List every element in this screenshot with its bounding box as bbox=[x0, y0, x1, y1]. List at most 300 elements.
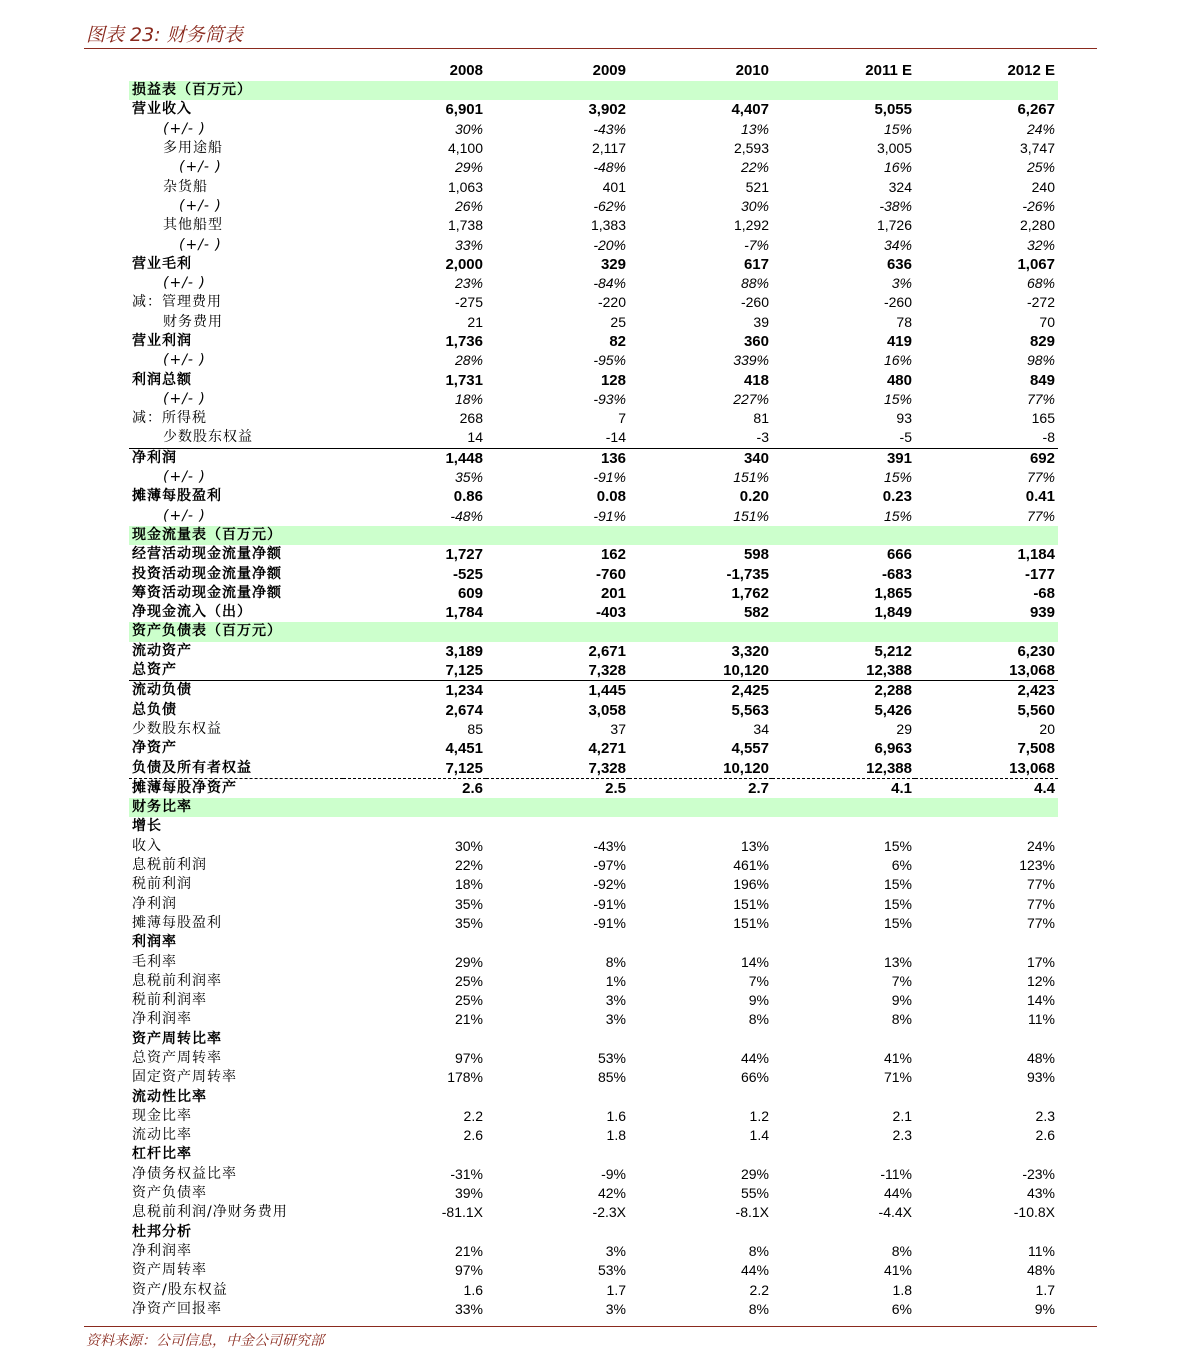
row-label: 固定资产周转率 bbox=[132, 1069, 237, 1086]
value-cell: 35% bbox=[454, 469, 483, 486]
row-label: 杂货船 bbox=[163, 178, 208, 195]
value-cell: 41% bbox=[883, 1262, 912, 1279]
value-cell: 419 bbox=[886, 333, 912, 350]
table-row bbox=[129, 468, 1058, 487]
table-row bbox=[129, 1203, 1058, 1222]
value-cell bbox=[629, 622, 772, 641]
value-cell: -11% bbox=[880, 1165, 912, 1182]
value-cell: 8% bbox=[605, 953, 626, 970]
value-cell: 78 bbox=[896, 313, 912, 330]
subsection-row bbox=[129, 933, 1058, 952]
value-cell bbox=[915, 933, 1058, 952]
row-label: 总资产 bbox=[132, 662, 177, 679]
value-cell: 34% bbox=[883, 236, 912, 253]
value-cell: 201 bbox=[600, 584, 626, 602]
table-row bbox=[129, 661, 1058, 681]
value-cell: 1,184 bbox=[1017, 546, 1055, 564]
table-row bbox=[129, 720, 1058, 739]
value-cell: -91% bbox=[593, 507, 626, 524]
value-cell: 7,328 bbox=[588, 759, 626, 777]
value-cell: 88% bbox=[740, 275, 769, 292]
value-cell: 97% bbox=[454, 1262, 483, 1279]
row-label: 息税前利润 bbox=[132, 857, 207, 874]
table-row bbox=[129, 216, 1058, 235]
row-label: 多用途船 bbox=[163, 140, 223, 157]
row-label: 流动资产 bbox=[132, 642, 192, 659]
value-cell: 5,560 bbox=[1017, 701, 1055, 719]
value-cell: 2.1 bbox=[892, 1107, 912, 1124]
value-cell: 43% bbox=[1026, 1185, 1055, 1202]
value-cell bbox=[343, 622, 486, 641]
value-cell bbox=[915, 1223, 1058, 1242]
value-cell: 401 bbox=[602, 178, 626, 195]
value-cell: 2,671 bbox=[588, 642, 626, 660]
value-cell: 2,000 bbox=[445, 255, 483, 273]
value-cell: 29 bbox=[896, 720, 912, 737]
value-cell: 0.20 bbox=[739, 488, 769, 506]
value-cell: 14% bbox=[740, 953, 769, 970]
table-row bbox=[129, 100, 1058, 119]
value-cell: -14 bbox=[605, 429, 626, 446]
value-cell bbox=[629, 1223, 772, 1242]
value-cell: 66% bbox=[740, 1069, 769, 1086]
value-cell bbox=[343, 1145, 486, 1164]
row-label: 少数股东权益 bbox=[163, 429, 253, 446]
table-row bbox=[129, 158, 1058, 177]
value-cell: 81 bbox=[753, 410, 769, 427]
value-cell: 1,067 bbox=[1017, 255, 1055, 273]
value-cell: 2.2 bbox=[749, 1281, 769, 1298]
value-cell: 2,288 bbox=[772, 681, 915, 701]
value-cell bbox=[486, 1087, 629, 1106]
value-cell bbox=[772, 526, 915, 545]
table-row bbox=[129, 603, 1058, 622]
row-label: 净资产 bbox=[132, 740, 177, 757]
value-cell: 1,383 bbox=[590, 217, 626, 234]
table-row bbox=[129, 1261, 1058, 1280]
row-label: 净现金流入（出） bbox=[132, 604, 252, 621]
value-cell: 82 bbox=[609, 333, 626, 350]
value-cell: 2,425 bbox=[629, 681, 772, 701]
row-label: 收入 bbox=[132, 837, 162, 854]
value-cell: 2.3 bbox=[1035, 1107, 1055, 1124]
value-cell bbox=[915, 81, 1058, 100]
value-cell: 3% bbox=[605, 992, 626, 1009]
table-row bbox=[129, 856, 1058, 875]
top-rule bbox=[84, 48, 1097, 49]
row-label: 流动比率 bbox=[132, 1127, 192, 1144]
value-cell bbox=[915, 622, 1058, 641]
value-cell bbox=[915, 1030, 1058, 1049]
value-cell bbox=[343, 526, 486, 545]
value-cell: 2,423 bbox=[915, 681, 1058, 701]
value-cell: 6% bbox=[891, 857, 912, 874]
value-cell bbox=[343, 1223, 486, 1242]
value-cell bbox=[629, 933, 772, 952]
value-cell: 55% bbox=[740, 1185, 769, 1202]
value-cell: -2.3X bbox=[592, 1204, 626, 1221]
financial-summary-table bbox=[129, 60, 1058, 1319]
value-cell: 666 bbox=[886, 546, 912, 564]
value-cell: 339% bbox=[733, 352, 769, 369]
value-cell bbox=[629, 526, 772, 545]
value-cell: 324 bbox=[888, 178, 912, 195]
section-header-row bbox=[129, 622, 1058, 641]
value-cell: 21 bbox=[467, 313, 483, 330]
value-cell: 3,058 bbox=[588, 701, 626, 719]
value-cell: 85% bbox=[597, 1069, 626, 1086]
value-cell: 13,068 bbox=[1009, 662, 1055, 680]
table-row bbox=[129, 197, 1058, 216]
value-cell: 8% bbox=[891, 1011, 912, 1028]
table-row bbox=[129, 1126, 1058, 1145]
table-row bbox=[129, 235, 1058, 254]
row-label: 资产负债表（百万元） bbox=[129, 622, 343, 641]
value-cell: 15% bbox=[883, 876, 912, 893]
table-row bbox=[129, 1300, 1058, 1319]
value-cell: 42% bbox=[597, 1185, 626, 1202]
value-cell: 0.41 bbox=[1025, 488, 1055, 506]
value-cell: 35% bbox=[454, 914, 483, 931]
value-cell: 17% bbox=[1026, 953, 1055, 970]
value-cell bbox=[772, 1030, 915, 1049]
table-row bbox=[129, 952, 1058, 971]
value-cell: 1,736 bbox=[445, 333, 483, 350]
value-cell: 11% bbox=[1028, 1011, 1055, 1028]
row-label: 营业利润 bbox=[132, 333, 192, 349]
row-label: (+/- ) bbox=[163, 352, 206, 369]
row-label: 摊薄每股净资产 bbox=[129, 778, 343, 798]
value-cell: 37 bbox=[610, 720, 626, 737]
value-cell: 5,212 bbox=[874, 642, 912, 660]
row-label: 营业毛利 bbox=[132, 255, 192, 272]
value-cell: 70 bbox=[1039, 313, 1055, 330]
row-label: 流动性比率 bbox=[132, 1088, 207, 1105]
header-row bbox=[129, 60, 1058, 81]
row-label: 毛利率 bbox=[132, 953, 177, 970]
subsection-row bbox=[129, 1087, 1058, 1106]
value-cell: 151% bbox=[733, 895, 769, 912]
table-row bbox=[129, 991, 1058, 1010]
value-cell bbox=[343, 933, 486, 952]
value-cell: 25% bbox=[1026, 159, 1055, 176]
value-cell: -81.1X bbox=[441, 1204, 483, 1221]
value-cell: 77% bbox=[1026, 390, 1055, 407]
value-cell: 829 bbox=[1029, 333, 1055, 350]
value-cell bbox=[629, 1087, 772, 1106]
table-row bbox=[129, 313, 1058, 332]
value-cell bbox=[486, 81, 629, 100]
value-cell: 7,508 bbox=[1017, 740, 1055, 758]
table-row bbox=[129, 332, 1058, 351]
value-cell: 3% bbox=[605, 1011, 626, 1028]
value-cell: 1.4 bbox=[749, 1127, 769, 1144]
value-cell: 3% bbox=[605, 1300, 626, 1317]
table-row bbox=[129, 564, 1058, 583]
value-cell bbox=[772, 1087, 915, 1106]
table-row bbox=[129, 1242, 1058, 1261]
value-cell bbox=[772, 933, 915, 952]
value-cell: -26% bbox=[1022, 197, 1055, 214]
value-cell: -1,735 bbox=[726, 565, 769, 583]
row-label: (+/- ) bbox=[163, 507, 206, 524]
value-cell: -91% bbox=[593, 895, 626, 912]
value-cell: 3,320 bbox=[731, 642, 769, 660]
value-cell: 3,902 bbox=[588, 101, 626, 119]
value-cell: 6,267 bbox=[1017, 101, 1055, 119]
value-cell bbox=[772, 81, 915, 100]
table-row bbox=[129, 390, 1058, 409]
value-cell: -272 bbox=[1026, 294, 1055, 311]
value-cell: 39% bbox=[454, 1185, 483, 1202]
table-body bbox=[129, 81, 1058, 1319]
table-row bbox=[129, 837, 1058, 856]
value-cell bbox=[486, 798, 629, 817]
row-label: 总资产周转率 bbox=[132, 1049, 222, 1066]
value-cell: -260 bbox=[883, 294, 912, 311]
value-cell: 21% bbox=[454, 1242, 483, 1259]
value-cell: 15% bbox=[883, 914, 912, 931]
value-cell: 1,762 bbox=[731, 584, 769, 602]
value-cell: -97% bbox=[593, 857, 626, 874]
value-cell: 10,120 bbox=[723, 759, 769, 777]
value-cell: -48% bbox=[593, 159, 626, 176]
value-cell bbox=[629, 81, 772, 100]
value-cell: -43% bbox=[593, 120, 626, 137]
value-cell: -95% bbox=[593, 352, 626, 369]
value-cell: 1% bbox=[605, 972, 626, 989]
value-cell: 85 bbox=[467, 720, 483, 737]
value-cell bbox=[629, 1145, 772, 1164]
value-cell: 53% bbox=[597, 1262, 626, 1279]
subsection-row bbox=[129, 817, 1058, 836]
value-cell: 97% bbox=[454, 1049, 483, 1066]
value-cell: -20% bbox=[593, 236, 626, 253]
header-label-cell bbox=[129, 60, 343, 81]
value-cell: 8% bbox=[748, 1242, 769, 1259]
value-cell: 25 bbox=[610, 313, 626, 330]
value-cell: 23% bbox=[454, 275, 483, 292]
value-cell bbox=[486, 933, 629, 952]
value-cell: 461% bbox=[733, 857, 769, 874]
value-cell: 1,445 bbox=[486, 681, 629, 701]
value-cell: 939 bbox=[1029, 604, 1055, 622]
value-cell: 2.5 bbox=[486, 778, 629, 798]
row-label: 净资产回报率 bbox=[132, 1300, 222, 1317]
table-row bbox=[129, 409, 1058, 428]
row-label: (+/- ) bbox=[163, 120, 206, 137]
value-cell: 48% bbox=[1026, 1262, 1055, 1279]
value-cell: 609 bbox=[457, 584, 483, 602]
table-row bbox=[129, 681, 1058, 701]
value-cell: 3,747 bbox=[1019, 140, 1055, 157]
value-cell: 2.6 bbox=[463, 1127, 483, 1144]
section-header-row bbox=[129, 81, 1058, 100]
table-row bbox=[129, 545, 1058, 564]
table-row bbox=[129, 428, 1058, 448]
value-cell bbox=[772, 798, 915, 817]
row-label: 财务费用 bbox=[163, 313, 223, 330]
row-label: 其他船型 bbox=[163, 217, 223, 234]
row-label: 流动负债 bbox=[129, 681, 343, 701]
value-cell: -92% bbox=[593, 876, 626, 893]
value-cell: 32% bbox=[1026, 236, 1055, 253]
value-cell: 1.7 bbox=[606, 1281, 626, 1298]
table-row bbox=[129, 1107, 1058, 1126]
value-cell: 340 bbox=[629, 448, 772, 468]
value-cell: 151% bbox=[733, 469, 769, 486]
value-cell: 2.2 bbox=[463, 1107, 483, 1124]
value-cell: 418 bbox=[743, 371, 769, 389]
value-cell: -10.8X bbox=[1013, 1204, 1055, 1221]
value-cell: 24% bbox=[1026, 837, 1055, 854]
row-label: 息税前利润率 bbox=[132, 972, 222, 989]
value-cell: 598 bbox=[743, 546, 769, 564]
value-cell: 15% bbox=[883, 895, 912, 912]
value-cell: 4.4 bbox=[915, 778, 1058, 798]
value-cell: -84% bbox=[593, 275, 626, 292]
value-cell: -683 bbox=[881, 565, 912, 583]
value-cell: 77% bbox=[1026, 914, 1055, 931]
value-cell: 3% bbox=[605, 1242, 626, 1259]
value-cell: 151% bbox=[733, 914, 769, 931]
table-row bbox=[129, 778, 1058, 798]
row-label: 杜邦分析 bbox=[132, 1223, 192, 1240]
value-cell: 4,271 bbox=[588, 740, 626, 758]
value-cell: 77% bbox=[1026, 507, 1055, 524]
value-cell: 13% bbox=[740, 120, 769, 137]
row-label: 税前利润率 bbox=[132, 992, 207, 1009]
value-cell: 360 bbox=[743, 333, 769, 350]
value-cell: 93% bbox=[1026, 1069, 1055, 1086]
value-cell: 1,727 bbox=[445, 546, 483, 564]
row-label: (+/- ) bbox=[179, 159, 222, 176]
value-cell bbox=[915, 526, 1058, 545]
value-cell: 2,117 bbox=[592, 140, 626, 157]
value-cell: 3,189 bbox=[445, 642, 483, 660]
value-cell: -48% bbox=[450, 507, 483, 524]
value-cell: 22% bbox=[454, 857, 483, 874]
value-cell: 128 bbox=[600, 371, 626, 389]
value-cell: 77% bbox=[1026, 895, 1055, 912]
table-row bbox=[129, 1068, 1058, 1087]
value-cell: 6% bbox=[891, 1300, 912, 1317]
value-cell: 13% bbox=[740, 837, 769, 854]
value-cell: 1,063 bbox=[447, 178, 483, 195]
value-cell: 240 bbox=[1031, 178, 1055, 195]
value-cell: 4.1 bbox=[772, 778, 915, 798]
value-cell: 391 bbox=[772, 448, 915, 468]
value-cell: 4,557 bbox=[731, 740, 769, 758]
table-row bbox=[129, 1049, 1058, 1068]
value-cell: 33% bbox=[454, 1300, 483, 1317]
row-label: 营业收入 bbox=[132, 101, 192, 118]
value-cell: 44% bbox=[740, 1049, 769, 1066]
value-cell: -4.4X bbox=[878, 1204, 912, 1221]
value-cell: 1.8 bbox=[892, 1281, 912, 1298]
value-cell: 77% bbox=[1026, 876, 1055, 893]
value-cell: 6,963 bbox=[874, 740, 912, 758]
value-cell: 13,068 bbox=[1009, 759, 1055, 777]
value-cell: 15% bbox=[883, 390, 912, 407]
value-cell bbox=[772, 817, 915, 836]
value-cell: -275 bbox=[454, 294, 483, 311]
table-row bbox=[129, 177, 1058, 196]
value-cell: 25% bbox=[454, 992, 483, 1009]
source-note: 资料来源：公司信息，中金公司研究部 bbox=[86, 1333, 324, 1349]
value-cell: 77% bbox=[1026, 469, 1055, 486]
value-cell: 29% bbox=[454, 953, 483, 970]
value-cell: -403 bbox=[595, 604, 626, 622]
row-label: 经营活动现金流量净额 bbox=[132, 546, 282, 563]
table-row bbox=[129, 894, 1058, 913]
value-cell bbox=[343, 817, 486, 836]
row-label: 税前利润 bbox=[132, 876, 192, 893]
value-cell: 136 bbox=[486, 448, 629, 468]
row-label: 净债务权益比率 bbox=[132, 1165, 237, 1182]
value-cell: 151% bbox=[733, 507, 769, 524]
value-cell bbox=[343, 798, 486, 817]
value-cell: 1,731 bbox=[445, 371, 483, 389]
value-cell: 8% bbox=[891, 1242, 912, 1259]
value-cell: 1,292 bbox=[733, 217, 769, 234]
value-cell: -8 bbox=[1042, 429, 1055, 446]
table-row bbox=[129, 120, 1058, 139]
value-cell: 71% bbox=[883, 1069, 912, 1086]
value-cell: 1.6 bbox=[463, 1281, 483, 1298]
value-cell: 268 bbox=[459, 410, 483, 427]
value-cell: 4,451 bbox=[445, 740, 483, 758]
table-row bbox=[129, 1165, 1058, 1184]
value-cell: 8% bbox=[748, 1011, 769, 1028]
table-row bbox=[129, 507, 1058, 526]
row-label: (+/- ) bbox=[179, 197, 222, 214]
value-cell: 8% bbox=[748, 1300, 769, 1317]
value-cell bbox=[343, 81, 486, 100]
row-label: 资产/股东权益 bbox=[132, 1281, 228, 1298]
value-cell: 3,005 bbox=[876, 140, 912, 157]
value-cell: 2.6 bbox=[1035, 1127, 1055, 1144]
figure-title: 图表 23: 财务简表 bbox=[86, 24, 243, 46]
value-cell: 16% bbox=[883, 352, 912, 369]
value-cell: -220 bbox=[597, 294, 626, 311]
value-cell: -177 bbox=[1024, 565, 1055, 583]
value-cell: 521 bbox=[745, 178, 769, 195]
column-header: 2010 bbox=[735, 62, 769, 79]
value-cell: 7 bbox=[618, 410, 626, 427]
value-cell: -260 bbox=[740, 294, 769, 311]
row-label: (+/- ) bbox=[163, 469, 206, 486]
table-row bbox=[129, 972, 1058, 991]
table-row bbox=[129, 370, 1058, 389]
value-cell: 1.8 bbox=[606, 1127, 626, 1144]
value-cell: 44% bbox=[740, 1262, 769, 1279]
value-cell: -7% bbox=[744, 236, 769, 253]
value-cell: 2.6 bbox=[343, 778, 486, 798]
row-label: 利润总额 bbox=[132, 371, 192, 388]
value-cell: 1,849 bbox=[874, 604, 912, 622]
table-row bbox=[129, 448, 1058, 468]
value-cell: -525 bbox=[452, 565, 483, 583]
value-cell: 53% bbox=[597, 1049, 626, 1066]
table-row bbox=[129, 642, 1058, 661]
value-cell: 0.08 bbox=[596, 488, 626, 506]
row-label: 投资活动现金流量净额 bbox=[132, 565, 282, 582]
value-cell: -760 bbox=[595, 565, 626, 583]
value-cell: 15% bbox=[883, 507, 912, 524]
table-row bbox=[129, 758, 1058, 778]
value-cell: 2,280 bbox=[1019, 217, 1055, 234]
